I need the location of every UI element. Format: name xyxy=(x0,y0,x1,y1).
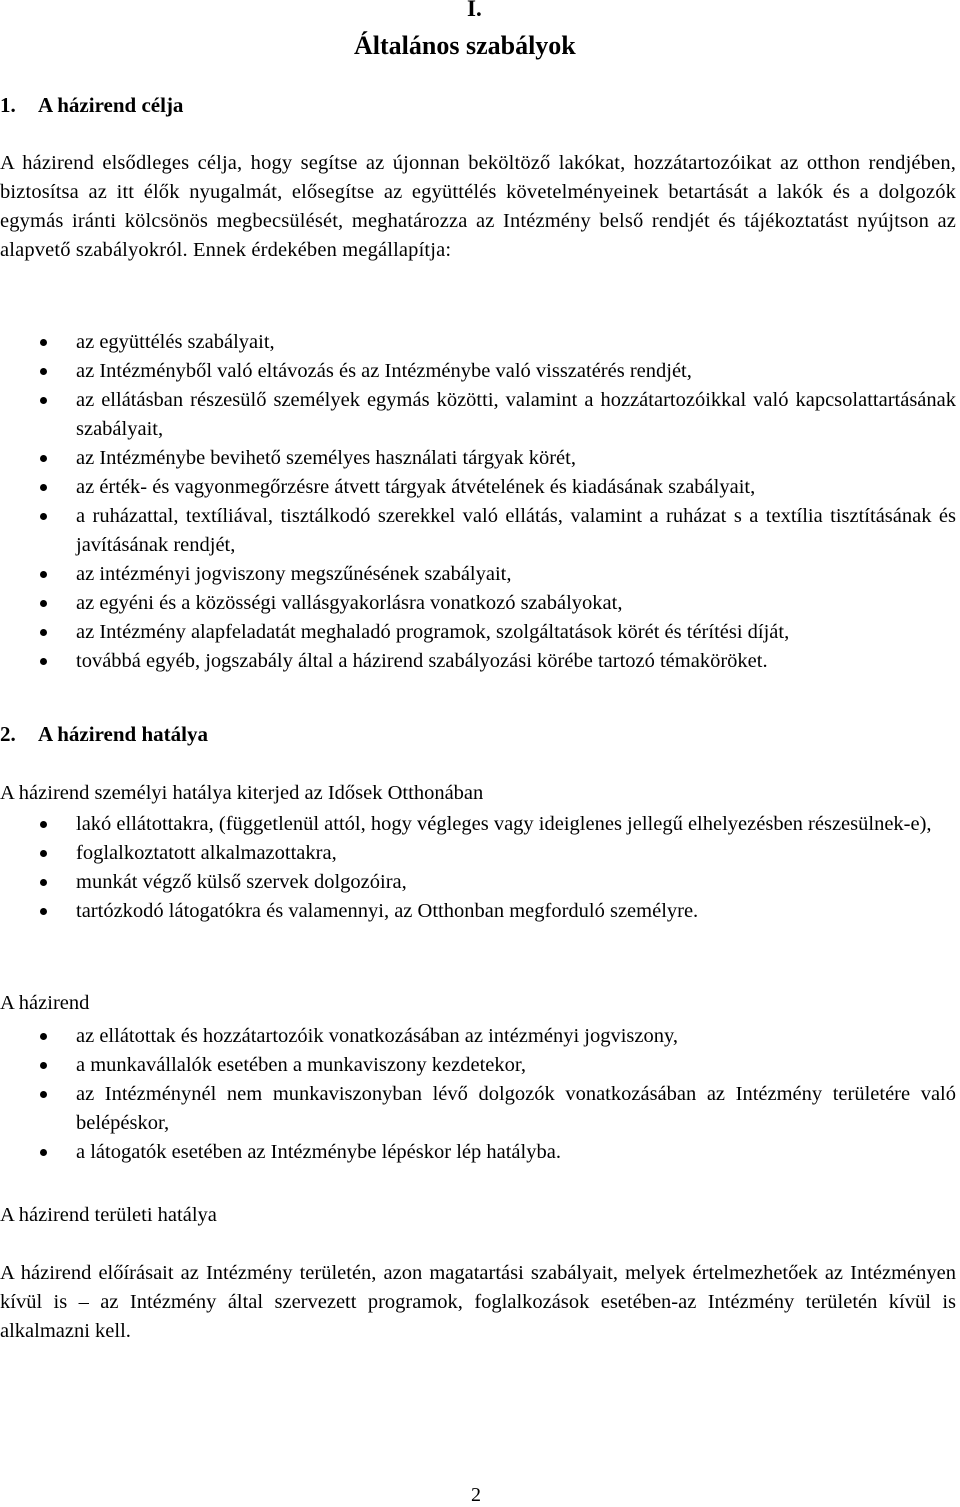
list-item: tartózkodó látogatókra és valamennyi, az Otthonban megforduló személyre. xyxy=(0,897,956,926)
list-item: az Intézménybe bevihető személyes használati tárgyak körét, xyxy=(0,444,956,473)
list-item: az intézményi jogviszony megszűnésének szabályait, xyxy=(0,560,956,589)
section-1-intro-paragraph: A házirend elsődleges célja, hogy segítse az újonnan beköltöző lakókat, hozzátartozóikat az otthon rendjében, biztosítsa az itt élők nyugalmát, elősegítse az együttélés követelményeinek betartását a lakók és a dolgozók egymás iránti kölcsönös megbecsülését, meghatározza az Intézmény belső rendjét és tájékoztatást nyújtson az alapvető szabályokról. Ennek érdekében megállapítja: xyxy=(0,152,956,261)
territorial-scope-paragraph: A házirend előírásait az Intézmény területén, azon magatartási szabályait, melyek értelmezhetőek az Intézményen kívül is – az Intézmény által szervezett programok, foglalkozások esetében-az Intézmény területén kívül is alkalmazni kell. xyxy=(0,1262,956,1342)
section-2-heading-text: A házirend hatálya xyxy=(38,722,208,746)
list-item: továbbá egyéb, jogszabály által a házirend szabályozási körébe tartozó témaköröket. xyxy=(0,647,956,676)
list-item: a látogatók esetében az Intézménybe lépéskor lép hatályba. xyxy=(0,1138,956,1167)
page-number: 2 xyxy=(471,1484,481,1506)
chapter-roman-numeral: I. xyxy=(467,0,482,21)
section-1-rules-list xyxy=(0,328,956,676)
list-item: a munkavállalók esetében a munkaviszony kezdetekor, xyxy=(0,1051,956,1080)
list-item: az egyéni és a közösségi vallásgyakorlásra vonatkozó szabályokat, xyxy=(0,589,956,618)
time-scope-list xyxy=(0,1022,956,1167)
list-item: az ellátottak és hozzátartozóik vonatkozásában az intézményi jogviszony, xyxy=(0,1022,956,1051)
list-item: foglalkoztatott alkalmazottakra, xyxy=(0,839,956,868)
personal-scope-list xyxy=(0,810,956,926)
section-1-number: 1. xyxy=(0,93,16,117)
list-item: az Intézmény alapfeladatát meghaladó programok, szolgáltatások körét és térítési díját, xyxy=(0,618,956,647)
section-1-heading xyxy=(0,91,183,120)
section-2-heading xyxy=(0,720,208,749)
territorial-scope-heading: A házirend területi hatálya xyxy=(0,1204,217,1226)
time-scope-intro: A házirend xyxy=(0,992,90,1014)
section-2-number: 2. xyxy=(0,722,16,746)
personal-scope-intro: A házirend személyi hatálya kiterjed az Idősek Otthonában xyxy=(0,782,484,804)
list-item: az együttélés szabályait, xyxy=(0,328,956,357)
list-item: lakó ellátottakra, (függetlenül attól, hogy végleges vagy ideiglenes jellegű elhelyezésben részesülnek-e), xyxy=(0,810,956,839)
list-item: az Intézményből való eltávozás és az Intézménybe való visszatérés rendjét, xyxy=(0,357,956,386)
list-item: az Intézménynél nem munkaviszonyban lévő dolgozók vonatkozásában az Intézmény területére való belépéskor, xyxy=(0,1080,956,1138)
list-item: az ellátásban részesülő személyek egymás közötti, valamint a hozzátartozóikkal való kapcsolattartásának szabályait, xyxy=(0,386,956,444)
list-item: az érték- és vagyonmegőrzésre átvett tárgyak átvételének és kiadásának szabályait, xyxy=(0,473,956,502)
section-1-heading-text: A házirend célja xyxy=(38,93,184,117)
list-item: a ruházattal, textíliával, tisztálkodó szerekkel való ellátás, valamint a ruházat s a textília tisztításának és javításának rendjét, xyxy=(0,502,956,560)
chapter-title: Általános szabályok xyxy=(354,31,576,60)
list-item: munkát végző külső szervek dolgozóira, xyxy=(0,868,956,897)
